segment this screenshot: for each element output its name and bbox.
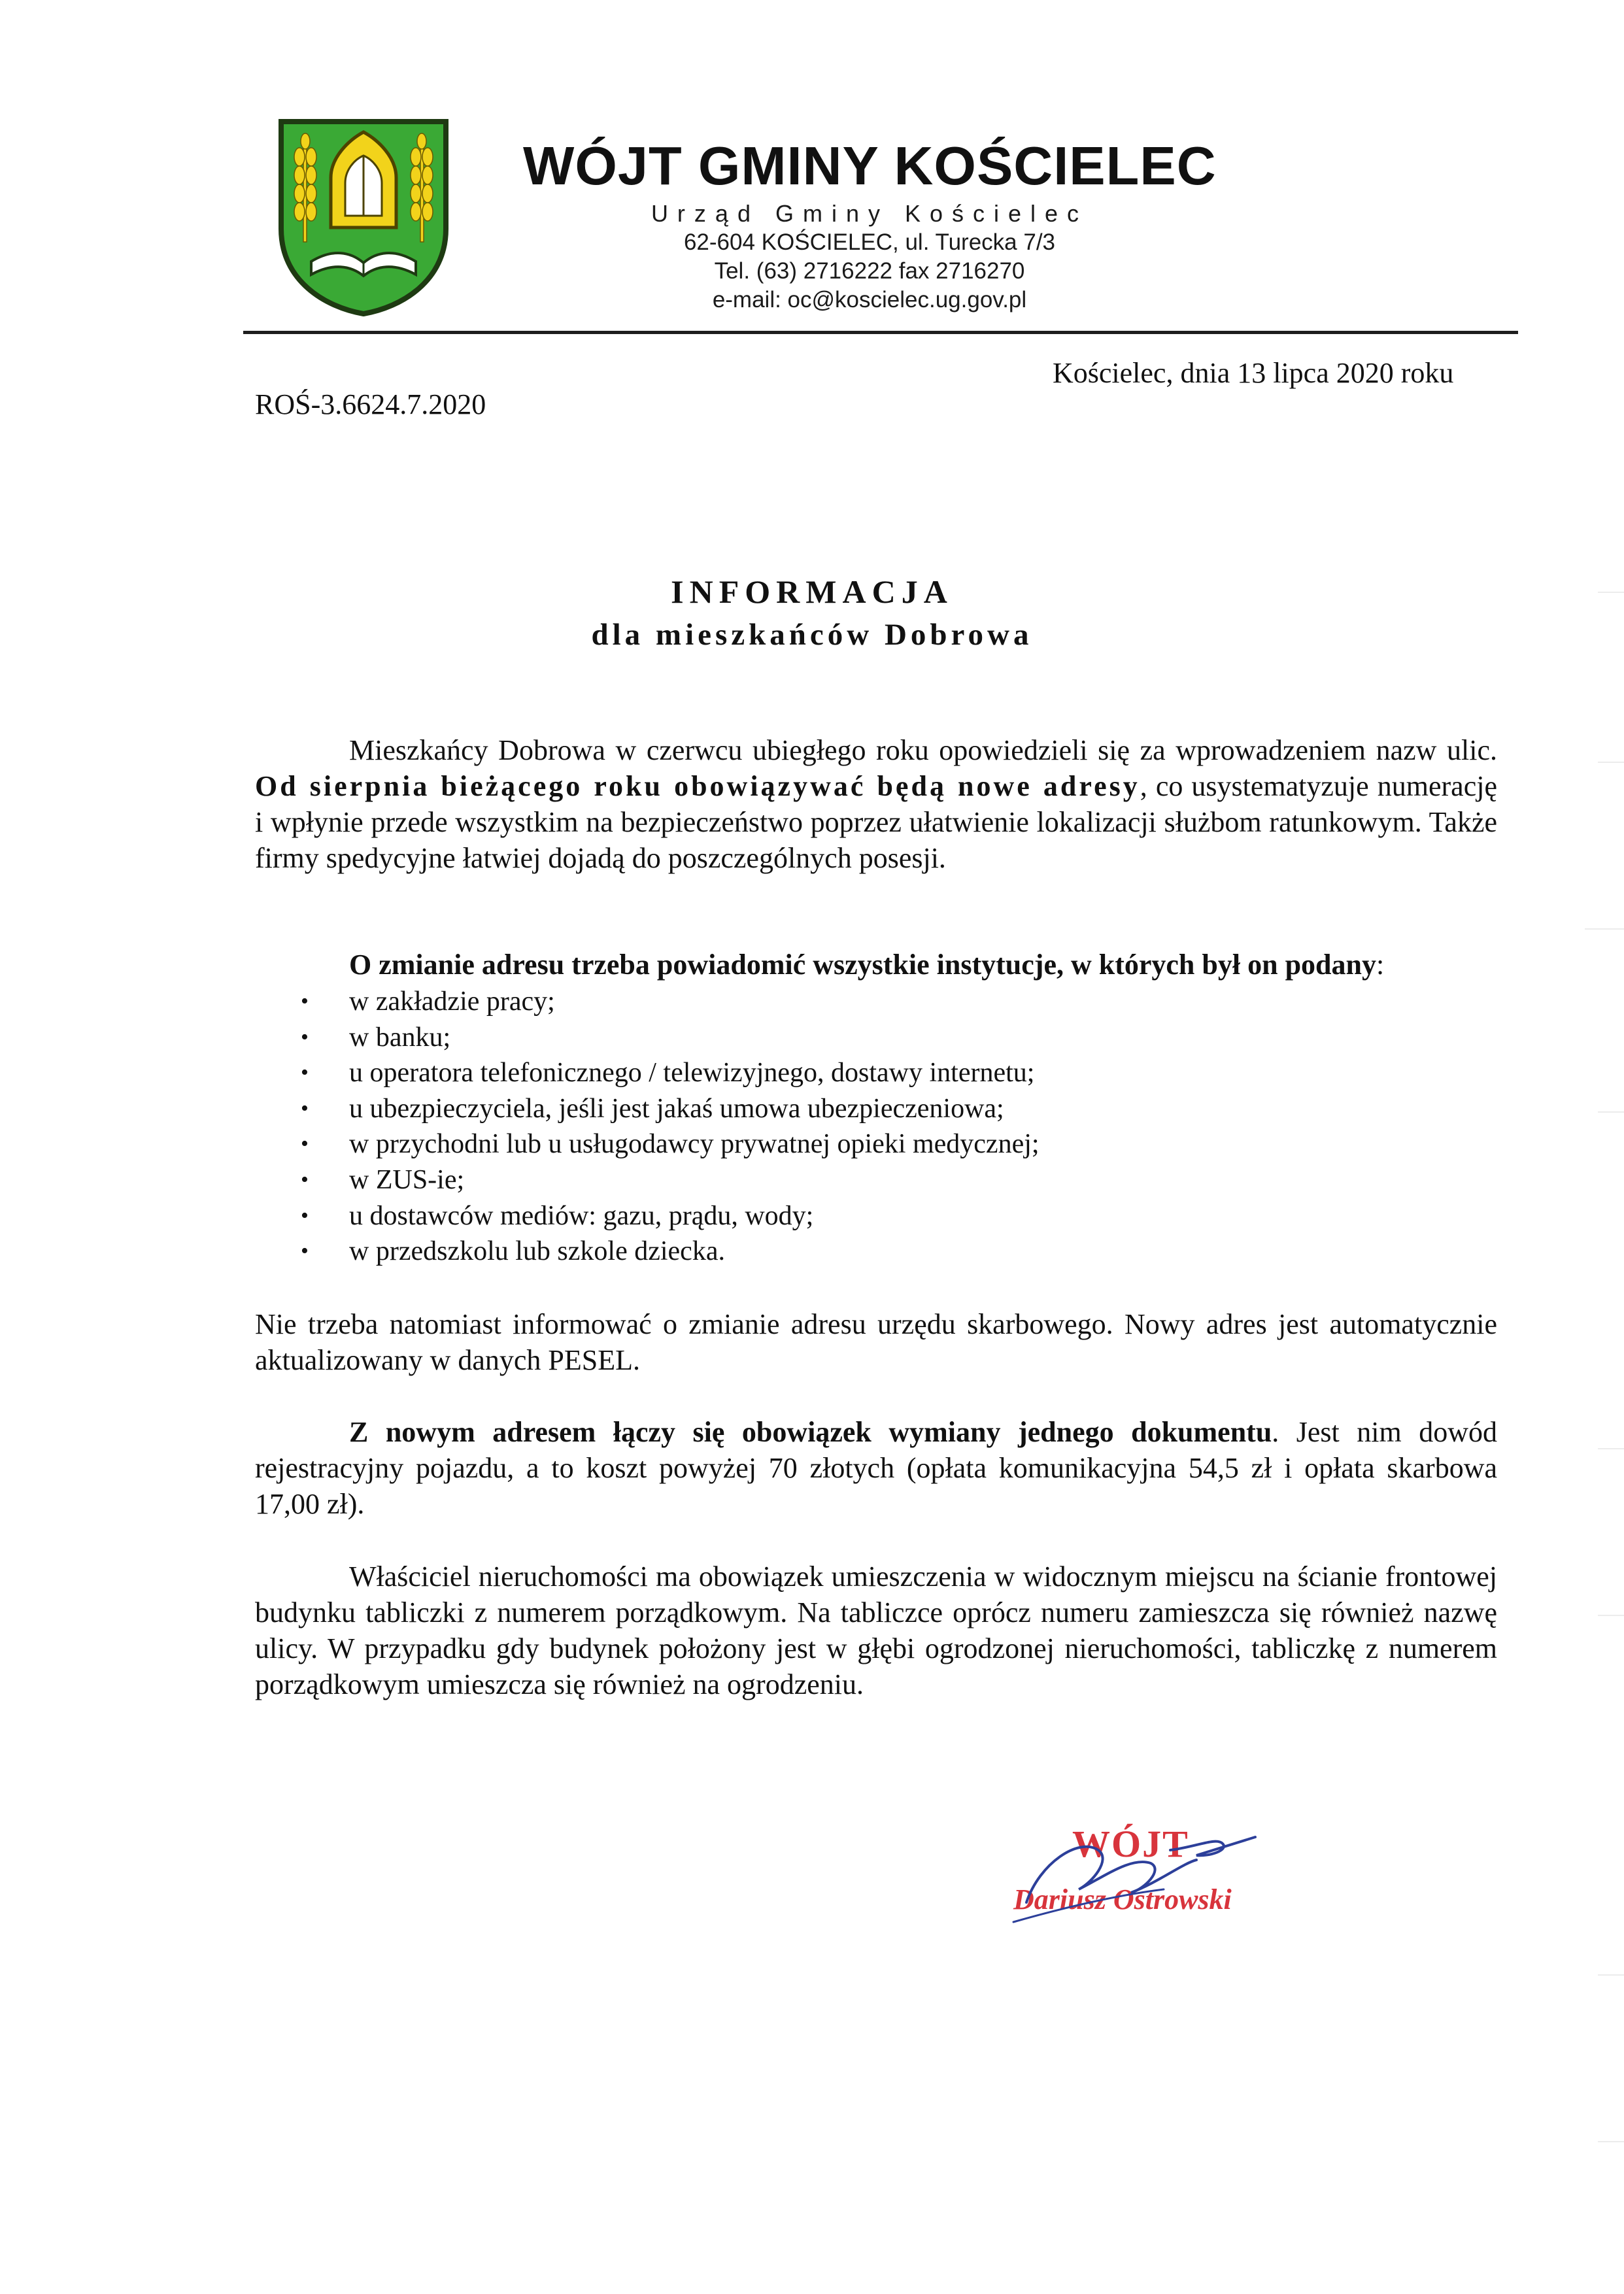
bullet-icon: • — [301, 1060, 309, 1085]
date-line: Kościelec, dnia 13 lipca 2020 roku — [1053, 357, 1454, 389]
paragraph-intro-text-1: Mieszkańcy Dobrowa w czerwcu ubiegłego roku opowiedzieli się za wprowadzeniem nazw ulic. — [349, 734, 1497, 766]
header-divider — [243, 331, 1518, 334]
list-heading-suffix: : — [1376, 949, 1385, 981]
list-heading — [255, 947, 1497, 983]
list-item-text: w banku; — [349, 1022, 451, 1053]
bullet-icon: • — [301, 1096, 309, 1121]
list-item — [255, 1234, 1497, 1270]
svg-text:WÓJT: WÓJT — [1072, 1823, 1189, 1865]
paragraph-house-number-plate-text: Właściciel nieruchomości ma obowiązek umieszczenia w widocznym miejscu na ścianie frontowej budynku tabliczki z numerem porządkowym. Na tabliczce oprócz numeru zamieszcza się również nazwę ulicy. W przypadku gdy budynek położony jest w głębi ogrodzonej nieruchomości, tabliczkę z numerem porządkowym umieszcza się również na ogrodzeniu. — [255, 1560, 1497, 1700]
paragraph-house-number-plate — [255, 1559, 1497, 1702]
list-item-text: u dostawców mediów: gazu, prądu, wody; — [349, 1200, 814, 1231]
list-item-text: w przychodni lub u usługodawcy prywatnej opieki medycznej; — [349, 1129, 1040, 1160]
office-phone: Tel. (63) 2716222 fax 2716270 — [714, 258, 1025, 284]
document-title: INFORMACJA — [671, 573, 953, 610]
bullet-icon: • — [301, 1239, 309, 1264]
scan-artifact — [1598, 1111, 1624, 1113]
list-item — [255, 1020, 1497, 1056]
scan-artifact — [1598, 592, 1624, 593]
document-subtitle: dla mieszkańców Dobrowa — [591, 618, 1033, 652]
office-email: e-mail: oc@koscielec.ug.gov.pl — [712, 287, 1027, 312]
list-item — [255, 984, 1497, 1020]
reference-number: ROŚ-3.6624.7.2020 — [255, 388, 486, 420]
list-item-text: u ubezpieczyciela, jeśli jest jakaś umowa ubezpieczeniowa; — [349, 1093, 1004, 1124]
paragraph-tax-office-text: Nie trzeba natomiast informować o zmianie adresu urzędu skarbowego. Nowy adres jest automatycznie aktualizowany w danych PESEL. — [255, 1308, 1497, 1376]
list-item-text: w zakładzie pracy; — [349, 987, 555, 1017]
list-item — [255, 1198, 1497, 1234]
scan-artifact — [1598, 2141, 1624, 2142]
signature-stamp — [1000, 1811, 1288, 1942]
scan-artifact — [1598, 762, 1624, 763]
paragraph-intro-bold: Od sierpnia bieżącego roku obowiązywać będą nowe adresy — [255, 770, 1140, 802]
scan-artifact — [1598, 1615, 1624, 1616]
paragraph-document-exchange — [255, 1414, 1497, 1522]
scan-artifact — [1598, 1974, 1624, 1976]
office-address: 62-604 KOŚCIELEC, ul. Turecka 7/3 — [683, 229, 1056, 255]
svg-text:Dariusz Ostrowski: Dariusz Ostrowski — [1013, 1883, 1232, 1915]
scan-artifact — [1598, 1448, 1624, 1449]
list-item — [255, 1126, 1497, 1162]
list-item-text: w przedszkolu lub szkole dziecka. — [349, 1236, 725, 1267]
institutions-list — [255, 984, 1497, 1270]
list-item — [255, 1162, 1497, 1198]
paragraph-document-exchange-bold: Z nowym adresem łączy się obowiązek wymiany jednego dokumentu — [349, 1416, 1272, 1448]
header-contact-block — [588, 199, 1151, 314]
bullet-icon: • — [301, 1024, 309, 1049]
coat-of-arms-logo — [277, 118, 450, 317]
list-item-text: u operatora telefonicznego / telewizyjnego, dostawy internetu; — [349, 1058, 1035, 1088]
list-item-text: w ZUS-ie; — [349, 1164, 465, 1195]
bullet-icon: • — [301, 1167, 309, 1192]
paragraph-tax-office — [255, 1306, 1497, 1378]
list-heading-text: O zmianie adresu trzeba powiadomić wszystkie instytucje, w których był on podany — [349, 949, 1376, 981]
scan-artifact — [1585, 928, 1624, 930]
bullet-icon: • — [301, 1132, 309, 1156]
list-item — [255, 1091, 1497, 1127]
paragraph-intro-text-2: , co usystematyzuje numerację i wpłynie przede wszystkim na bezpieczeństwo poprzez ułatwienie lokalizacji służbom ratunkowym. Także firmy spedycyjne łatwiej dojadą do poszczególnych posesji. — [255, 770, 1497, 874]
bullet-icon: • — [301, 1203, 309, 1228]
header-title: WÓJT GMINY KOŚCIELEC — [523, 135, 1217, 196]
office-name: Urząd Gminy Kościelec — [651, 200, 1089, 227]
bullet-icon: • — [301, 989, 309, 1013]
paragraph-intro — [255, 732, 1497, 876]
paragraph-document-exchange-text: . Jest nim dowód rejestracyjny pojazdu, a to koszt powyżej 70 złotych (opłata komunikacyjna 54,5 zł i opłata skarbowa 17,00 zł). — [255, 1416, 1497, 1520]
list-item — [255, 1055, 1497, 1091]
